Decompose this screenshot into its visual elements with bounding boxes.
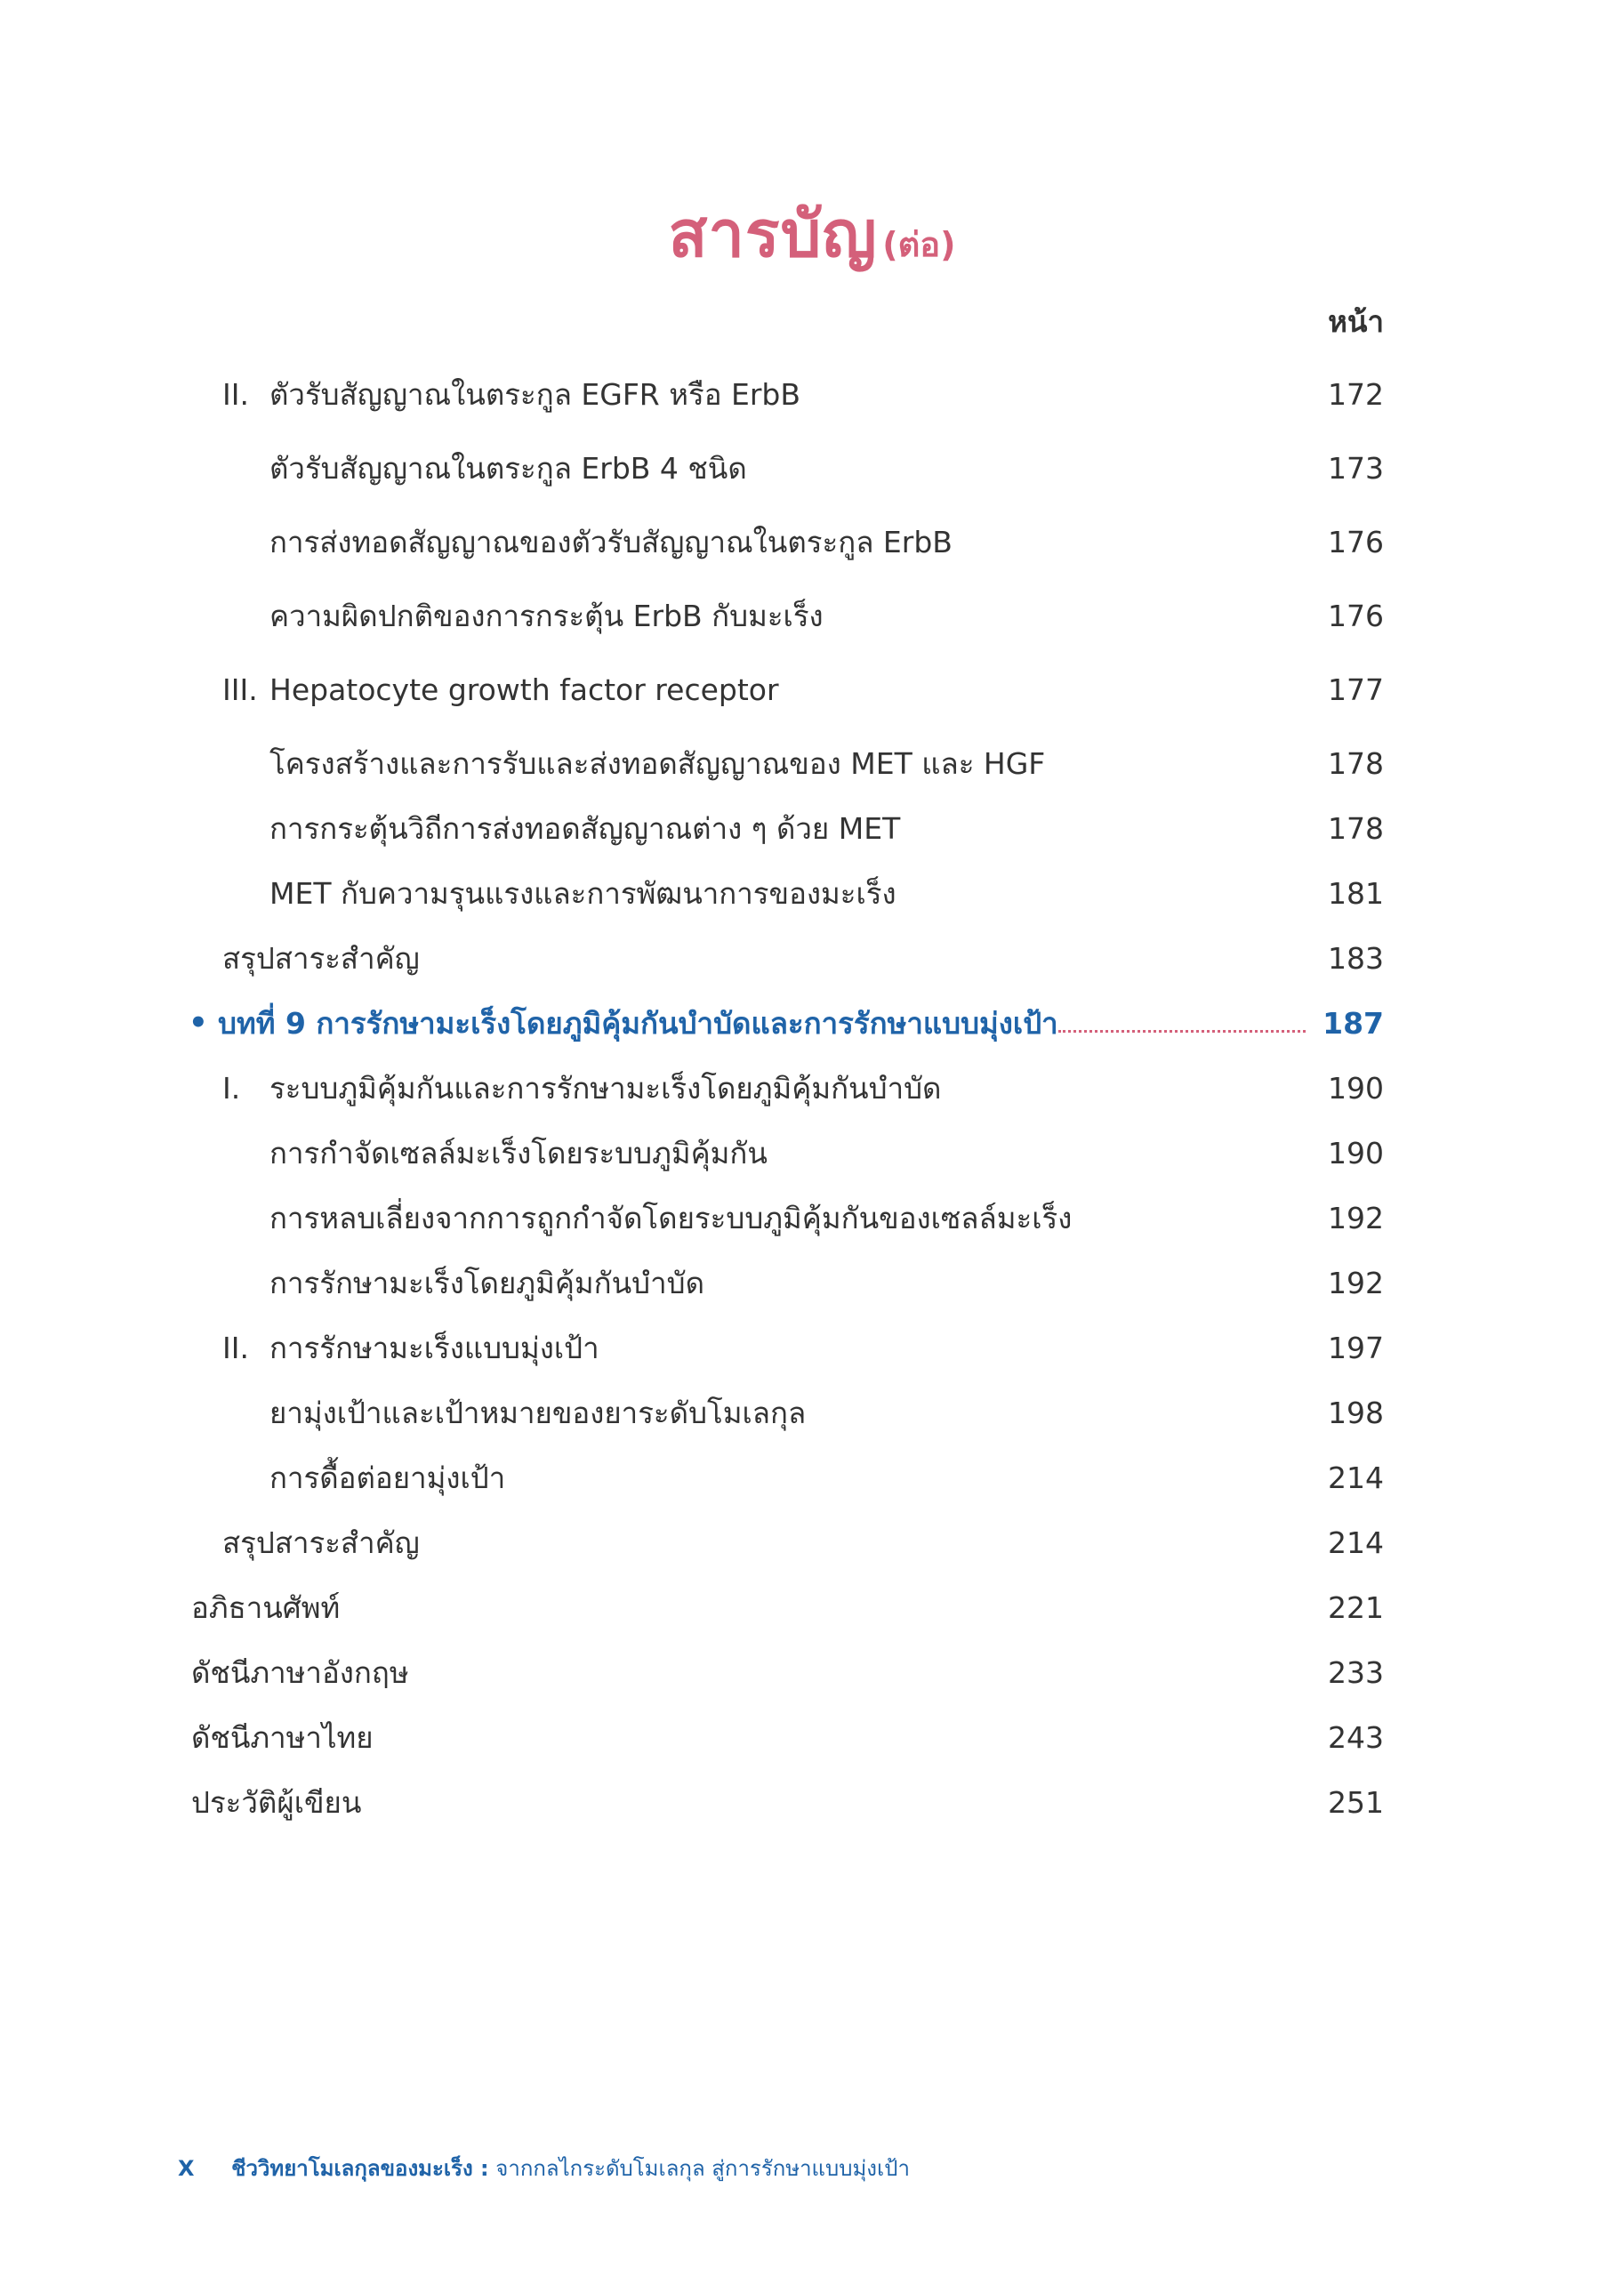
toc-label: ดัชนีภาษาอังกฤษ	[191, 1654, 409, 1690]
toc-entry[interactable]	[0, 441, 1624, 495]
toc-label: ประวัติผู้เขียน	[191, 1784, 362, 1820]
bullet-icon: •	[189, 1005, 208, 1041]
toc-entry[interactable]	[0, 663, 1624, 716]
page-footer	[178, 2151, 910, 2185]
toc-roman: II.	[222, 376, 249, 412]
toc-roman: III.	[222, 672, 258, 707]
toc-chapter-entry[interactable]	[0, 996, 1624, 1050]
toc-entry[interactable]	[0, 1451, 1624, 1504]
toc-label: การรักษามะเร็งแบบมุ่งเป้า	[269, 1330, 599, 1365]
toc-label: การหลบเลี่ยงจากการถูกกำจัดโดยระบบภูมิคุ้มกันของเซลล์มะเร็ง	[269, 1200, 1073, 1235]
toc-entry[interactable]	[0, 1321, 1624, 1374]
toc-entry[interactable]	[0, 866, 1624, 920]
footer-book-subtitle: จากกลไกระดับโมเลกุล สู่การรักษาแบบมุ่งเป้า	[495, 2156, 910, 2181]
toc-label: สรุปสาระสำคัญ	[222, 1525, 420, 1560]
page-column-header: หน้า	[1328, 304, 1384, 339]
toc-page: 178	[1328, 745, 1384, 781]
toc-page: 183	[1328, 940, 1384, 976]
toc-page: 214	[1328, 1525, 1384, 1560]
toc-page: 173	[1328, 450, 1384, 486]
toc-label: สรุปสาระสำคัญ	[222, 940, 420, 976]
toc-page: 197	[1328, 1330, 1384, 1365]
title-main: สารบัญ	[668, 197, 878, 271]
toc-page: 190	[1328, 1135, 1384, 1171]
toc-label: ยามุ่งเป้าและเป้าหมายของยาระดับโมเลกุล	[269, 1395, 807, 1430]
toc-page: 198	[1328, 1395, 1384, 1430]
toc-page: 181	[1328, 875, 1384, 911]
toc-roman: I.	[222, 1070, 241, 1106]
toc-page: 190	[1328, 1070, 1384, 1106]
toc-page: 214	[1328, 1460, 1384, 1495]
toc-page: 192	[1328, 1265, 1384, 1300]
toc-page: 243	[1328, 1719, 1384, 1755]
toc-label: การรักษามะเร็งโดยภูมิคุ้มกันบำบัด	[269, 1265, 705, 1300]
toc-entry[interactable]	[0, 931, 1624, 985]
toc-page: 221	[1328, 1589, 1384, 1625]
footer-page-marker: X	[178, 2156, 195, 2181]
toc-label: ตัวรับสัญญาณในตระกูล EGFR หรือ ErbB	[269, 376, 801, 412]
toc-label: อภิธานศัพท์	[191, 1589, 341, 1625]
title-sub: (ต่อ)	[882, 225, 956, 264]
toc-roman: II.	[222, 1330, 249, 1365]
toc-label: ดัชนีภาษาไทย	[191, 1719, 374, 1755]
toc-page: 251	[1328, 1784, 1384, 1820]
toc-label: Hepatocyte growth factor receptor	[269, 672, 779, 707]
toc-entry[interactable]	[0, 1126, 1624, 1179]
toc-page: 177	[1328, 672, 1384, 707]
toc-entry[interactable]	[0, 1061, 1624, 1114]
toc-entry[interactable]	[0, 1516, 1624, 1569]
toc-entry[interactable]	[0, 1191, 1624, 1244]
toc-entry[interactable]	[0, 1581, 1624, 1634]
toc-page: 192	[1328, 1200, 1384, 1235]
toc-entry[interactable]	[0, 1256, 1624, 1309]
toc-page: 233	[1328, 1654, 1384, 1690]
chapter-number: บทที่ 9	[218, 1005, 306, 1041]
toc-label: ความผิดปกติของการกระตุ้น ErbB กับมะเร็ง	[269, 598, 824, 633]
toc-page: 176	[1328, 598, 1384, 633]
toc-entry[interactable]	[0, 1386, 1624, 1439]
page-title	[0, 182, 1624, 285]
toc-chapter-label	[218, 1000, 1058, 1047]
toc-entry[interactable]	[0, 1775, 1624, 1829]
toc-entry[interactable]	[0, 515, 1624, 568]
toc-page: 176	[1328, 524, 1384, 559]
footer-book-title: ชีววิทยาโมเลกุลของมะเร็ง :	[231, 2156, 489, 2181]
toc-page: 172	[1328, 376, 1384, 412]
toc-label: ตัวรับสัญญาณในตระกูล ErbB 4 ชนิด	[269, 450, 747, 486]
toc-label: โครงสร้างและการรับและส่งทอดสัญญาณของ MET และ HGF	[269, 745, 1046, 781]
toc-page: 178	[1328, 810, 1384, 846]
toc-label: การดื้อต่อยามุ่งเป้า	[269, 1460, 506, 1495]
toc-label: การส่งทอดสัญญาณของตัวรับสัญญาณในตระกูล ErbB	[269, 524, 953, 559]
toc-label: การกระตุ้นวิถีการส่งทอดสัญญาณต่าง ๆ ด้วย MET	[269, 810, 901, 846]
chapter-title: การรักษามะเร็งโดยภูมิคุ้มกันบำบัดและการรักษาแบบมุ่งเป้า	[316, 1005, 1058, 1041]
toc-entry[interactable]	[0, 1710, 1624, 1764]
toc-page: 187	[1323, 1005, 1384, 1041]
toc-label: การกำจัดเซลล์มะเร็งโดยระบบภูมิคุ้มกัน	[269, 1135, 768, 1171]
toc-entry[interactable]	[0, 736, 1624, 790]
toc-entry[interactable]	[0, 801, 1624, 855]
leader-dots	[1058, 1030, 1306, 1033]
toc-entry[interactable]	[0, 589, 1624, 642]
toc-entry[interactable]	[0, 367, 1624, 421]
toc-entry[interactable]	[0, 1645, 1624, 1699]
toc-label: MET กับความรุนแรงและการพัฒนาการของมะเร็ง	[269, 875, 896, 911]
toc-label: ระบบภูมิคุ้มกันและการรักษามะเร็งโดยภูมิคุ้มกันบำบัด	[269, 1070, 942, 1106]
